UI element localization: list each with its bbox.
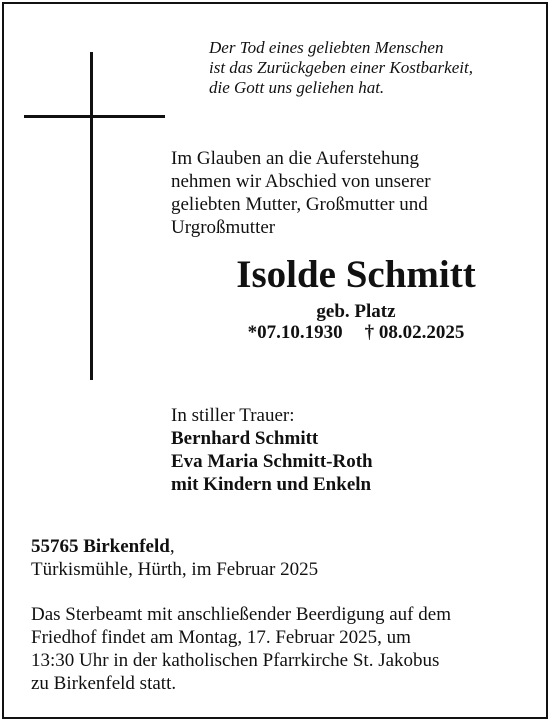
mourners-block	[171, 404, 373, 496]
motto-line: die Gott uns geliehen hat.	[209, 78, 385, 97]
cross-icon-vertical	[90, 52, 93, 380]
mourners-heading: In stiller Trauer:	[171, 405, 295, 426]
death-date: † 08.02.2025	[364, 322, 465, 343]
maiden-name: geb. Platz	[316, 301, 396, 322]
motto-line: ist das Zurückgeben einer Kostbarkeit,	[209, 58, 473, 77]
obituary-notice	[2, 2, 548, 719]
funeral-line: Das Sterbeamt mit anschließender Beerdigung auf dem	[31, 604, 451, 625]
funeral-line: Friedhof findet am Montag, 17. Februar 2025, um	[31, 627, 411, 648]
funeral-line: zu Birkenfeld statt.	[31, 673, 177, 694]
intro-line: Urgroßmutter	[171, 217, 276, 238]
motto-line: Der Tod eines geliebten Menschen	[209, 38, 444, 57]
intro-line: Im Glauben an die Auferstehung	[171, 148, 419, 169]
city: 55765 Birkenfeld	[31, 536, 170, 557]
intro-line: geliebten Mutter, Großmutter und	[171, 194, 428, 215]
deceased-name: Isolde Schmitt	[236, 253, 476, 296]
motto-quote	[209, 38, 473, 98]
cross-icon-horizontal	[24, 115, 165, 118]
mourner-name: Bernhard Schmitt	[171, 428, 319, 449]
place-line: Türkismühle, Hürth, im Februar 2025	[31, 559, 319, 580]
intro-line: nehmen wir Abschied von unserer	[171, 171, 431, 192]
birth-date: *07.10.1930	[247, 322, 343, 343]
funeral-line: 13:30 Uhr in der katholischen Pfarrkirche St. Jakobus	[31, 650, 440, 671]
mourner-name: Eva Maria Schmitt-Roth	[171, 451, 373, 472]
city-suffix: ,	[169, 536, 175, 557]
place-and-date	[31, 535, 318, 581]
mourner-name: mit Kindern und Enkeln	[171, 474, 372, 495]
intro-text	[171, 147, 431, 239]
funeral-info	[31, 603, 451, 695]
life-dates	[171, 322, 541, 344]
